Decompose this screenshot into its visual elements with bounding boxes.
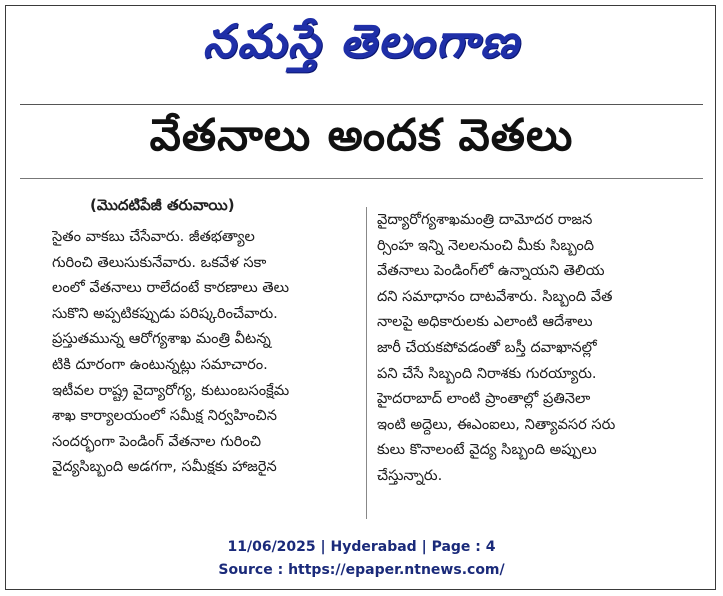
continued-label: (మొదటిపేజీ తరువాయి) <box>90 196 235 214</box>
text-line: లంలో వేతనాలు రాలేదంటే కారణాలు తెలు <box>52 279 290 297</box>
text-line: నాలపై అధికారులకు ఎలాంటి ఆదేశాలు <box>377 313 593 331</box>
text-line: చేస్తున్నారు. <box>377 466 443 484</box>
text-line: కులు కొనాలంటే వైద్య సిబ్బంది అప్పులు <box>377 441 597 459</box>
publication-date-line: 11/06/2025 | Hyderabad | Page : 4 <box>227 539 496 555</box>
text-line: వైద్యారోగ్యశాఖమంత్రి దామోదర రాజన <box>377 211 593 228</box>
text-line: ఇంటి అద్దెలు, ఈఎంఐలు, నిత్యావసర సరు <box>377 415 616 433</box>
text-line: పని చేసే సిబ్బంది నిరాశకు గురయ్యారు. <box>377 364 597 382</box>
newspaper-masthead: నమస్తే తెలంగాణ <box>202 14 521 68</box>
text-line: హైదరాబాద్ లాంటి ప్రాంతాల్లో ప్రతినెలా <box>377 390 591 408</box>
text-line: సుకొని అప్పటికప్పుడు పరిష్కరించేవారు. <box>52 304 278 322</box>
text-line: ర్సింహ ఇన్ని నెలలనుంచి మీకు సిబ్బంది <box>377 236 595 254</box>
divider <box>20 178 703 179</box>
divider <box>20 104 703 105</box>
text-line: వేతనాలు పెండింగ్‌లో ఉన్నాయని తెలియ <box>377 262 605 280</box>
text-line: ప్రస్తుతమున్న ఆరోగ్యశాఖ మంత్రి వీటన్న <box>52 330 271 348</box>
text-line: ఇటీవల రాష్ట్ర వైద్యారోగ్య, కుటుంబసంక్షేమ <box>52 381 290 399</box>
text-line: గురించి తెలుసుకునేవారు. ఒకవేళ సకా <box>52 253 267 271</box>
text-line: సైతం వాకబు చేసేవారు. జీతభత్యాల <box>52 228 255 245</box>
article-column-left <box>52 224 362 480</box>
clipping-frame <box>5 5 716 590</box>
article-headline: వేతనాలు అందక వెతలు <box>149 110 574 161</box>
text-line: దని సమాధానం దాటవేశారు. సిబ్బంది వేత <box>377 287 613 305</box>
text-line: జారీ చేయకపోవడంతో బస్తీ దవాఖానల్లో <box>377 338 597 356</box>
text-line: టికి దూరంగా ఉంటున్నట్లు సమాచారం. <box>52 355 268 373</box>
article-column-right <box>366 207 688 519</box>
text-line: వైద్యసిబ్బంది అడగగా, సమీక్షకు హాజరైన <box>52 458 277 476</box>
source-link[interactable]: Source : https://epaper.ntnews.com/ <box>218 562 505 578</box>
text-line: శాఖ కార్యాలయంలో సమీక్ష నిర్వహించిన <box>52 407 277 425</box>
text-line: సందర్భంగా పెండింగ్ వేతనాల గురించి <box>52 432 261 450</box>
